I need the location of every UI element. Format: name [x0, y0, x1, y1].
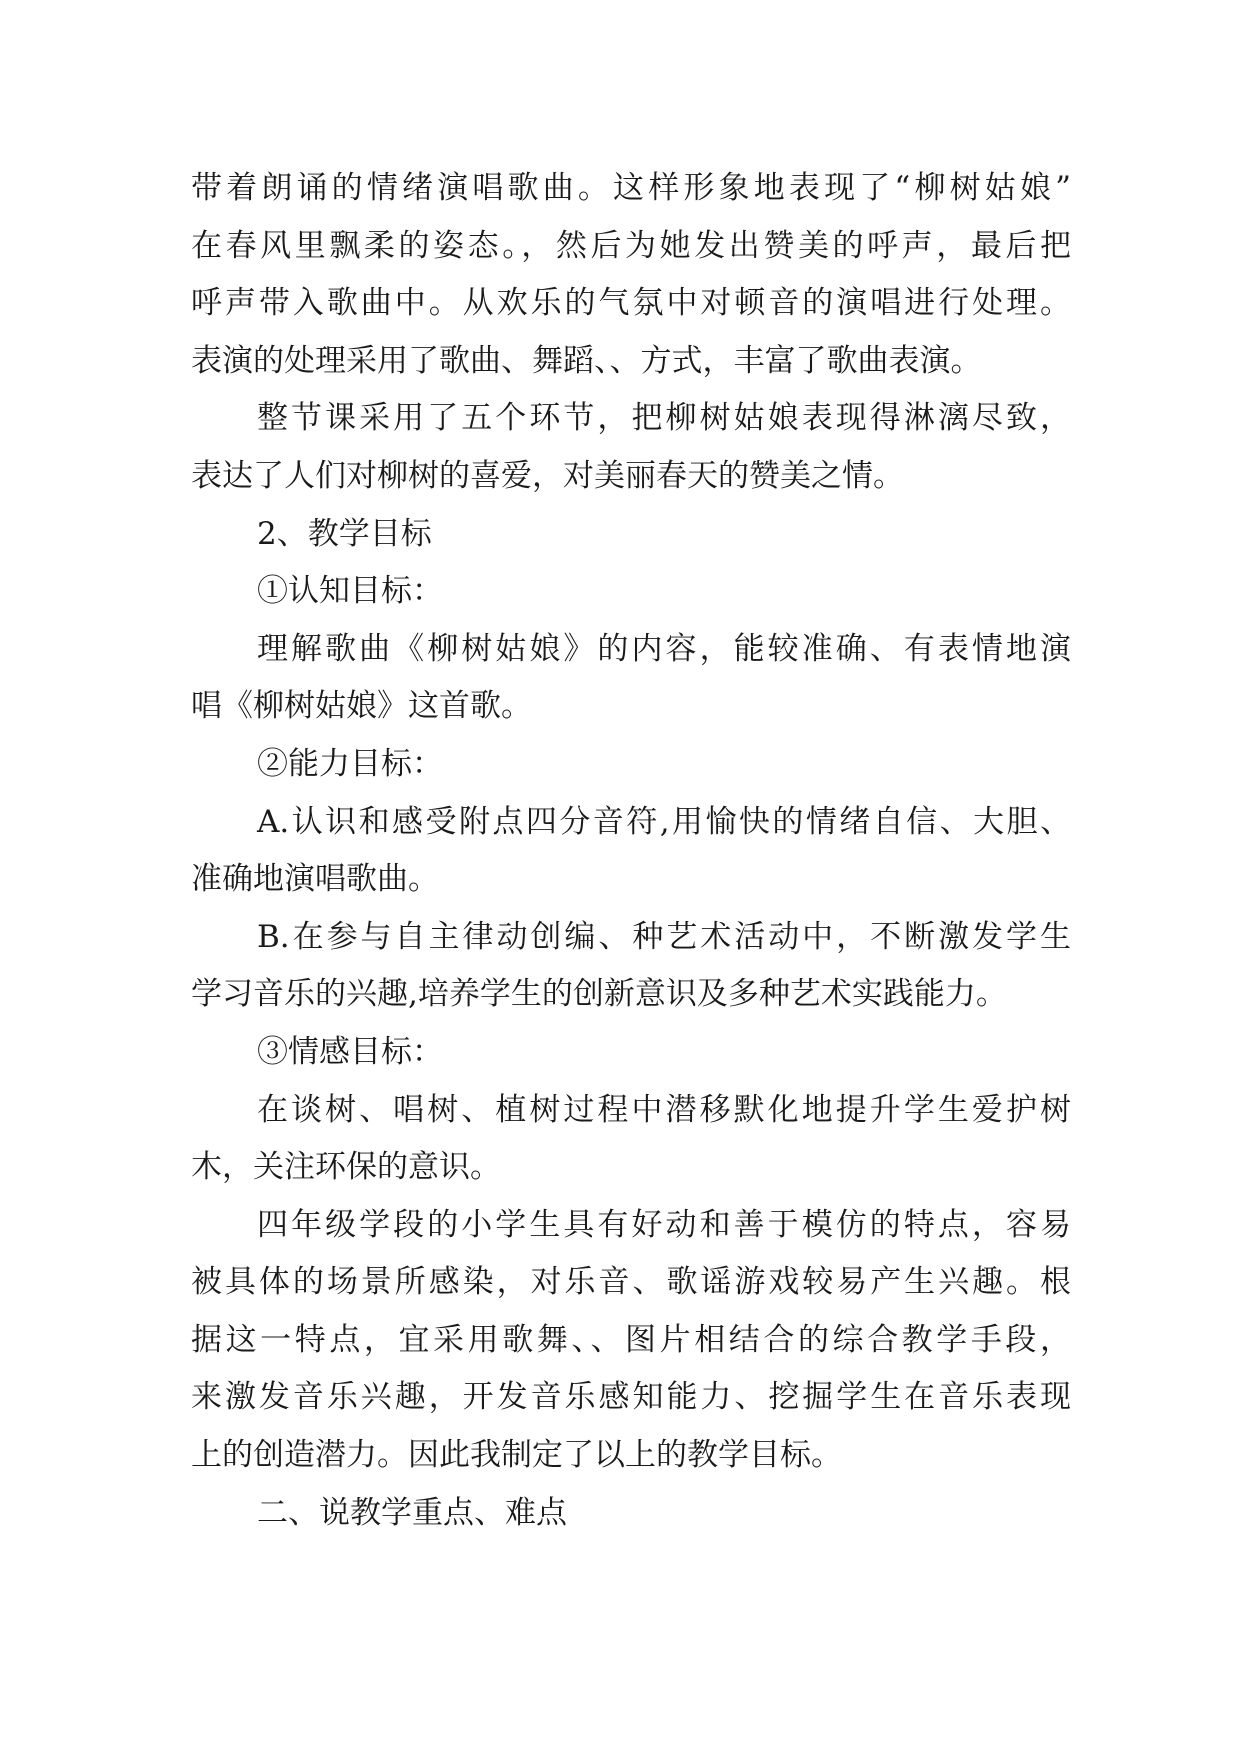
text-line: 木，关注环保的意识。: [191, 1149, 501, 1186]
text-line: B.在参与自主律动创编、种艺术活动中，不断激发学生: [257, 918, 1071, 955]
document-body: [191, 160, 1071, 1542]
text-line: 表演的处理采用了歌曲、舞蹈、、方式，丰富了歌曲表演。: [191, 342, 982, 379]
text-line: 整节课采用了五个环节，把柳树姑娘表现得淋漓尽致，: [257, 400, 1071, 437]
text-line: 学习音乐的兴趣,培养学生的创新意识及多种艺术实践能力。: [191, 976, 1007, 1013]
text-line: ①认知目标：: [257, 573, 443, 610]
text-line: 带着朗诵的情绪演唱歌曲。这样形象地表现了“柳树姑娘”: [191, 170, 1071, 206]
text-line: 准确地演唱歌曲。: [191, 861, 439, 898]
text-line: A.认识和感受附点四分音符,用愉快的情绪自信、大胆、: [257, 803, 1071, 840]
text-line: 理解歌曲《柳树姑娘》的内容，能较准确、有表情地演: [257, 630, 1071, 667]
text-line: ③情感目标：: [257, 1033, 443, 1070]
text-line: ②能力目标：: [257, 745, 443, 782]
text-line: 呼声带入歌曲中。从欢乐的气氛中对顿音的演唱进行处理。: [191, 285, 1071, 322]
text-line: 来激发音乐兴趣，开发音乐感知能力、挖掘学生在音乐表现: [191, 1379, 1071, 1416]
text-line: 四年级学段的小学生具有好动和善于模仿的特点，容易: [257, 1206, 1071, 1243]
text-line: 2、教学目标: [257, 515, 432, 552]
text-line: 二、说教学重点、难点: [257, 1494, 567, 1531]
text-line: 被具体的场景所感染，对乐音、歌谣游戏较易产生兴趣。根: [191, 1264, 1071, 1301]
text-line: 在谈树、唱树、植树过程中潜移默化地提升学生爱护树: [257, 1091, 1071, 1128]
text-line: 上的创造潜力。因此我制定了以上的教学目标。: [191, 1437, 842, 1474]
text-line: 表达了人们对柳树的喜爱，对美丽春天的赞美之情。: [191, 457, 904, 494]
text-line: 据这一特点，宜采用歌舞、、图片相结合的综合教学手段，: [191, 1321, 1071, 1358]
text-line: 在春风里飘柔的姿态。，然后为她发出赞美的呼声，最后把: [191, 227, 1071, 264]
text-line: 唱《柳树姑娘》这首歌。: [191, 688, 532, 725]
